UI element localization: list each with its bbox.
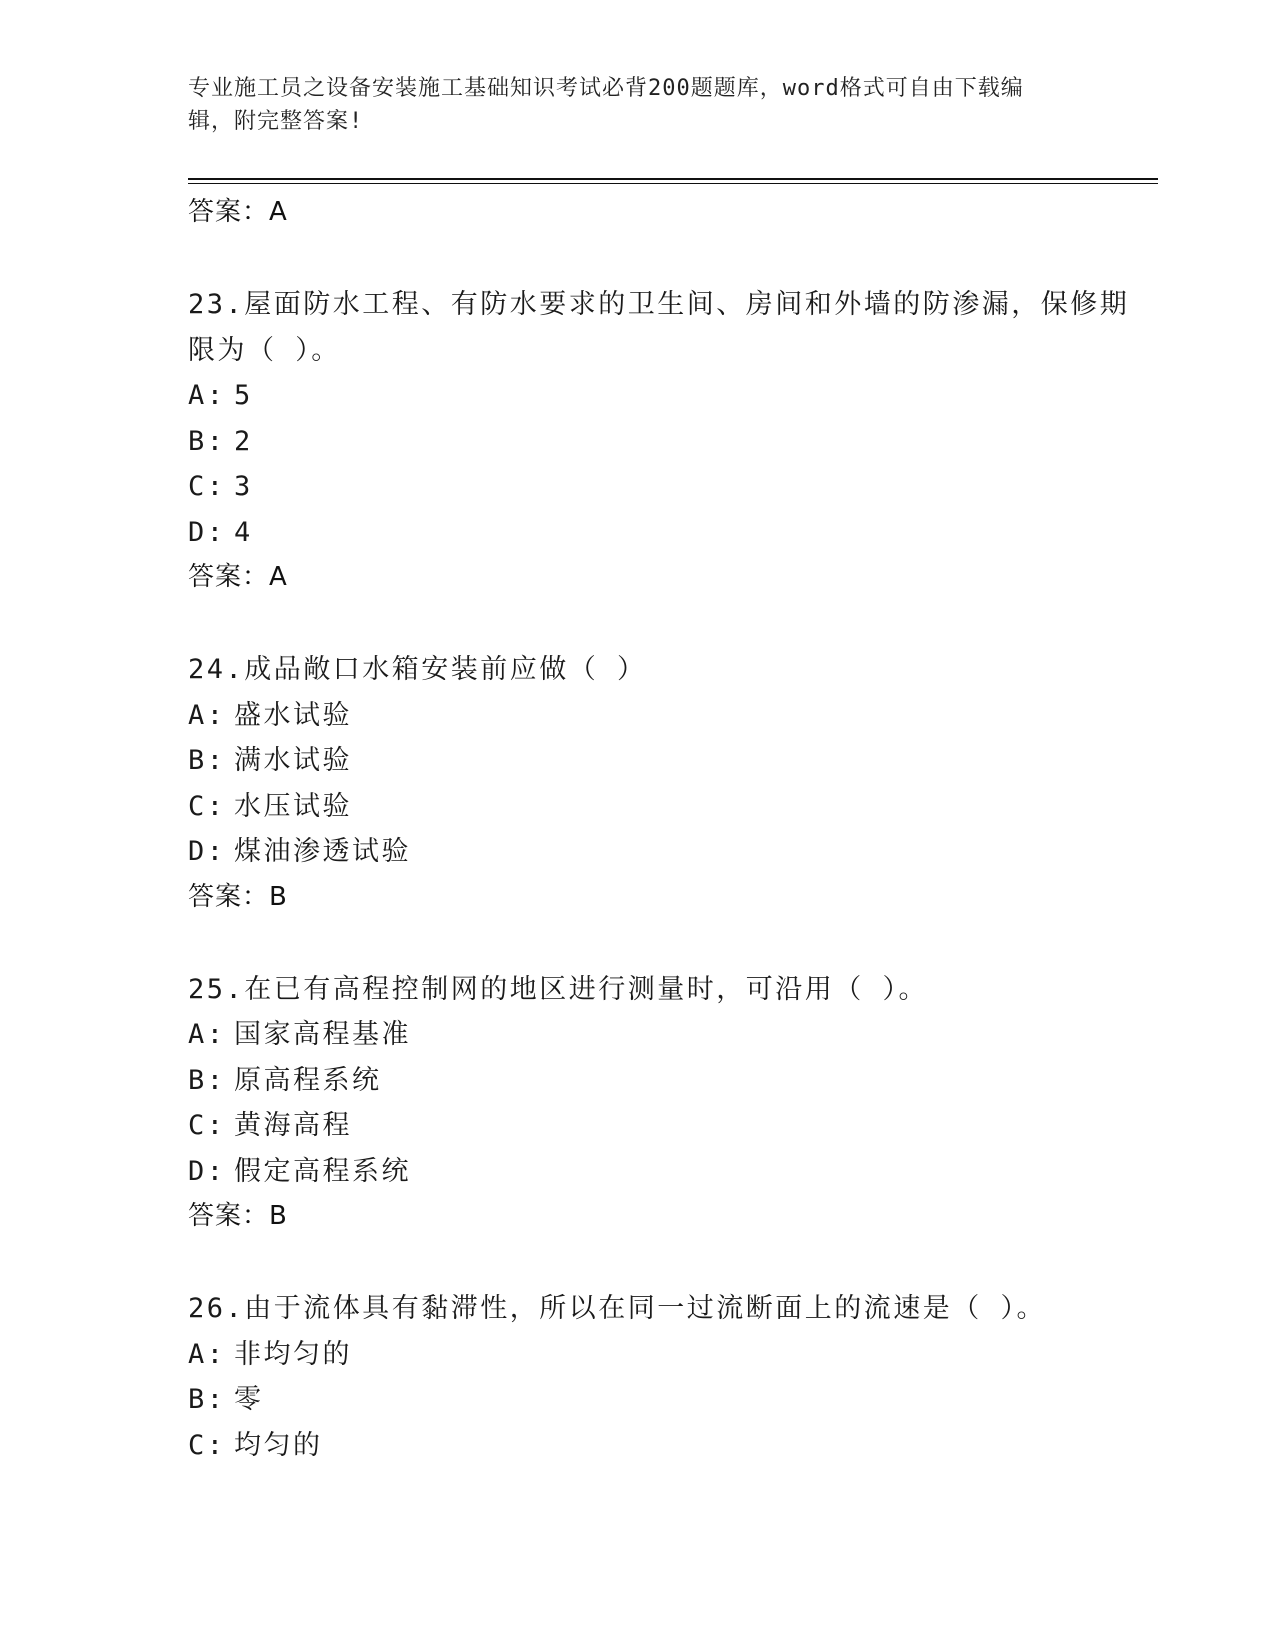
- option-c: [188, 1103, 1158, 1149]
- option-text: 黄海高程: [234, 1110, 352, 1141]
- option-key: B:: [188, 1384, 226, 1415]
- option-text: 国家高程基准: [234, 1019, 411, 1050]
- option-key: A:: [188, 380, 226, 411]
- option-key: A:: [188, 699, 226, 731]
- option-b: [188, 1058, 1158, 1104]
- option-key: C:: [188, 471, 226, 502]
- option-a: [188, 1332, 1158, 1378]
- header-divider-top: [188, 178, 1158, 180]
- option-c: [188, 464, 1158, 510]
- option-key: C:: [188, 1429, 226, 1461]
- option-text: 满水试验: [234, 745, 352, 776]
- question-block: [188, 967, 1158, 1240]
- option-text: 零: [234, 1384, 264, 1415]
- option-text: 2: [234, 425, 253, 457]
- question-stem: 23.屋面防水工程、有防水要求的卫生间、房间和外墙的防渗漏，保修期限为（ ）。: [188, 289, 1130, 366]
- answer-line: 答案：A: [188, 562, 288, 592]
- option-text: 非均匀的: [234, 1338, 352, 1370]
- answer-line: 答案：A: [188, 197, 288, 227]
- option-key: A:: [188, 1019, 226, 1050]
- option-text: 盛水试验: [234, 699, 352, 731]
- option-c: [188, 784, 1158, 830]
- option-d: [188, 1149, 1158, 1195]
- option-key: C:: [188, 790, 226, 822]
- option-a: [188, 693, 1158, 739]
- option-text: 均匀的: [234, 1429, 323, 1461]
- option-key: D:: [188, 516, 226, 548]
- option-b: [188, 1377, 1158, 1423]
- option-key: B:: [188, 745, 226, 776]
- option-key: D:: [188, 836, 226, 867]
- option-key: D:: [188, 1155, 226, 1187]
- option-a: [188, 373, 1158, 419]
- option-text: 假定高程系统: [234, 1155, 411, 1187]
- option-text: 煤油渗透试验: [234, 836, 411, 867]
- question-stem: 24.成品敞口水箱安装前应做（ ）: [188, 654, 647, 685]
- option-d: [188, 510, 1158, 556]
- option-key: B:: [188, 425, 226, 457]
- question-stem: 26.由于流体具有黏滞性，所以在同一过流断面上的流速是（ ）。: [188, 1293, 1047, 1324]
- answer-line: 答案：B: [188, 1201, 288, 1231]
- option-text: 水压试验: [234, 790, 352, 822]
- option-b: [188, 738, 1158, 784]
- option-text: 原高程系统: [234, 1064, 382, 1096]
- option-key: C:: [188, 1110, 226, 1141]
- option-text: 4: [234, 516, 253, 548]
- question-stem: 25.在已有高程控制网的地区进行测量时，可沿用（ ）。: [188, 973, 929, 1005]
- question-block: [188, 282, 1158, 600]
- question-block: [188, 1286, 1158, 1468]
- option-key: B:: [188, 1064, 226, 1096]
- option-key: A:: [188, 1338, 226, 1370]
- option-c: [188, 1423, 1158, 1469]
- question-list: [188, 190, 1158, 1468]
- option-a: [188, 1012, 1158, 1058]
- header-divider-bottom: [188, 183, 1158, 184]
- question-block: [188, 647, 1158, 920]
- option-text: 5: [234, 380, 253, 411]
- option-d: [188, 829, 1158, 875]
- option-b: [188, 419, 1158, 465]
- option-text: 3: [234, 471, 253, 502]
- answer-line: 答案：B: [188, 881, 288, 912]
- page-header: 专业施工员之设备安装施工基础知识考试必背200题题库，word格式可自由下载编辑，附完整答案!: [188, 76, 1024, 134]
